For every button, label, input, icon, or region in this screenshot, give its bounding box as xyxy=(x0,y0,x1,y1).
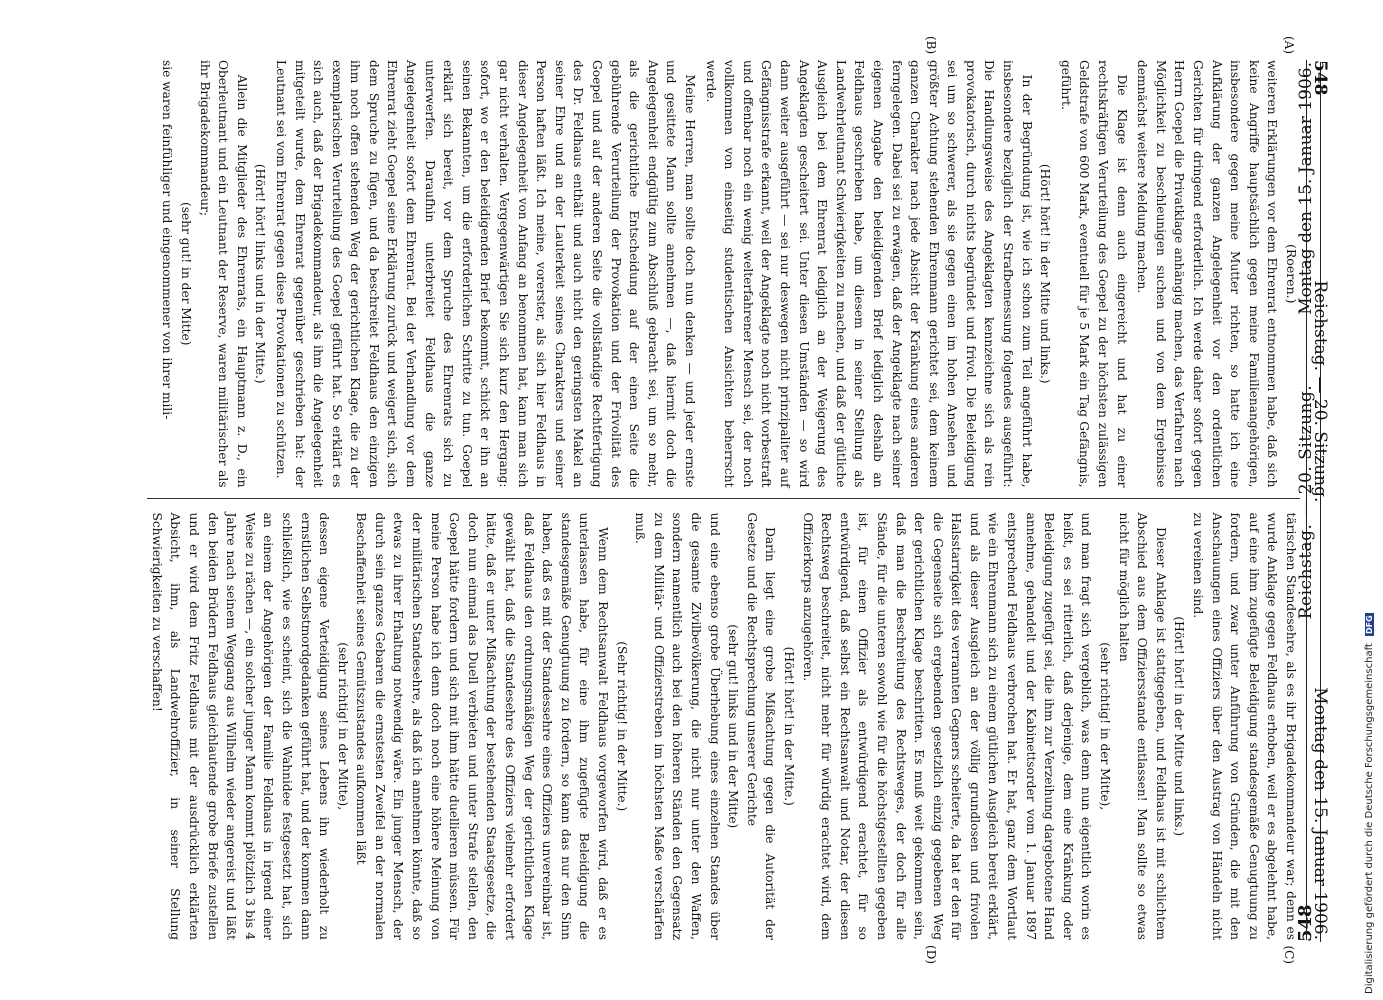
interjection: (sehr richtig! in der Mitte), xyxy=(335,642,350,811)
left-paragraph: Allein die Mitglieder des Ehrenrats, ein Hauptmann z. D., ein Oberleutnant und ein Leutnant der Reserve, waren militärischer als ihr Brigadekommandeur; xyxy=(197,60,249,488)
left-paragraph: Die Klage ist denn auch eingereicht und hat zu einer rechtskräftigen Verurteilung des Goepel zu der höchsten zulässigen Geldstrafe von 600 Mark, eventuell für je 5 Mark ein Tag Gefängnis, geführt. xyxy=(1058,60,1129,488)
right-paragraph: tärischen Standesehre, als es ihr Brigadekommandeur war; denn es wurde Anklage gegen Feldhaus erhoben, weil er es abgelehnt habe, auf eine ihm zugefügte Beleidigung standesgemäße Genugtuung zu fordern, und zwar unter Anführung von Gründen, die mit den Anschauungen eines Offiziers über den Austrag von Händeln nicht zu vereinen sind. xyxy=(1191,512,1298,940)
interjection: (Hört! hört! in der Mitte.) xyxy=(781,646,796,806)
margin-mark-d: (D) xyxy=(924,945,938,964)
speaker-label: (Roeren.) xyxy=(1284,244,1299,304)
running-title-text: Reichstag. — 20. Sitzung. xyxy=(1310,280,1330,503)
running-title: Reichstag. — 20. Sitzung. xyxy=(1296,384,1316,620)
right-paragraph: dessen eigene Verteidigung seines Lebens ihn wiederholt zu ernstlichen Selbstmordgedanken geführt hat, und der kommen dann schließlich, wie es scheint, sich die Wahnidee festgesetzt hat, sich an einem der Angehörigen der Familie Feldhaus in irgend einer Weise zu rächen —, ein solcher junger Mann kommt plötzlich 3 bis 4 Jahre nach seinem Weggang aus Wilhelm wieder angereist und läßt den beiden Brüdern Feldhaus gleichlautende grobe Briefe zustellen und er wird dem Fritz Feldhaus mit der ausdrücklich erklärten Absicht, ihm, als Landwehroffizier, in seiner Stellung Schwierigkeiten zu verschaffen! xyxy=(149,512,332,940)
right-paragraph: und man fragt sich vergeblich, was denn nun eigentlich worin es heißt, es sei ritterlich, daß derjenige, dem eine Kränkung oder Beleidigung zugefügt sei, die ihm zur Verzeihung dargebotene Hand annehme, gehandelt und der Kabinettsorder vom 1. Januar 1897 entsprechend Feldhaus verbrochen hat. Er hat, ganz dem Wortlaut wie ein Ehrenmann sich zu einem gütlichen Ausgleich bereit erklärt, und als dieser Ausgleich an der völlig grundlosen und frivolen Halsstarrigkeit des verrannten Gegners scheiterte, da hat er den für die Gegenseite sich ergebenden gesetzlich einzig gegebenen Weg der gerichtlichen Klage beschritten. Es muß weit gekommen sein, daß man die Beschreitung des Rechtsweges, der doch für alle Stände, für die unteren sowohl wie für die höchstgestellten gegeben ist, für einen Offizier als entwürdigend erachtet, für so entwürdigend, daß selbst ein Rechtsanwalt und Notar, der diesen Rechtsweg beschreitet, nicht mehr für würdig erachtet wird, dem Offizierkorps anzugehören. xyxy=(800,512,1094,940)
margin-mark-b: (B) xyxy=(924,36,938,55)
page-header-text xyxy=(1306,60,1330,940)
interjection: (sehr richtig! in der Mitte), xyxy=(1098,642,1113,811)
interjection: (Sehr richtig! in der Mitte.) xyxy=(614,641,629,812)
page-number: 548 xyxy=(1295,904,1316,942)
footer-credit xyxy=(1364,613,1375,994)
session-date-text: Montag den 15. Januar 1906. xyxy=(1310,687,1330,940)
interjection: (Hört! hört! links und in der Mitte.) xyxy=(253,163,268,384)
left-column xyxy=(147,36,1300,499)
dfg-logo-icon: DFG xyxy=(1365,615,1374,634)
left-paragraph: sie waren feinfühliger und eingenommener von ihrer mili- xyxy=(160,60,175,420)
footer-text: Digitalisierung gefördert durch die Deutsche Forschungsgemeinschaft xyxy=(1364,643,1375,994)
margin-mark-c: (C) xyxy=(1282,945,1296,964)
interjection: (sehr gut! in der Mitte) xyxy=(178,201,193,346)
left-paragraph: weiteren Erklärungen vor dem Ehrenrat entnommen habe, daß sich keine Angriffe hauptsächlich gegen meine Familienangehörigen, insbesondere gegen meine Mutter richten, so hatte ich eine Aufklärung der ganzen Angelegenheit vor den ordentlichen Gerichten für dringend erforderlich. Ich werde daher sofort gegen Herrn Goepel die Privatklage anhängig machen, das Verfahren nach Möglichkeit zu beschleunigen suchen und von dem Ergebnisse demnächst weitere Meldung machen. xyxy=(1135,60,1280,488)
interjection: (sehr gut! links und in der Mitte) xyxy=(726,624,741,829)
left-paragraph: In der Begründung ist, wie ich schon zum Teil angeführt habe, insbesondere bezüglich der Strafbemessung folgendes ausgeführt: Die Handlungsweise des Angeklagten kennzeichne sich als rein provokatorisch, durch nichts begründet und frivol. Die Beleidigung sei um so schwerer, als sie gegen einen im hohen Ansehen und größter Achtung stehenden Ehrenmann gerichtet sei, dem keinem ganzen Charakter nach jede Absicht der Kränkung eines anderen ferngelegen. Dabei sei zu erwägen, daß der Angeklagte nach seiner eigenen Angabe den beleidigenden Brief lediglich deshalb an Feldhaus geschrieben habe, um diesem in seiner Stellung als Landwehrleutnant Schwierigkeiten zu machen, und daß der gütliche Ausgleich bei dem Ehrenrat lediglich an der Weigerung des Angeklagten gescheitert sei. Unter diesen Umständen — so wird dann weiter ausgeführt — sei nur deswegen nicht prinzipaliter auf Gefängnisstrafe erkannt, weil der Angeklagte noch nicht vorbestraft und offenbar noch ein wenig welterfahrener Mensch sei, der noch vollkommen von einseitig studentischen Ansichten beherrscht werde. xyxy=(703,60,1034,488)
interjection: (Hört! hört! in der Mitte und links.) xyxy=(1172,616,1187,837)
right-paragraph: Darin liegt eine grobe Mißachtung gegen die Autorität der Gesetze und die Rechtsprechung unserer Gerichte xyxy=(744,512,778,940)
right-paragraph: und eine ebenso grobe Überhebung eines einzelnen Standes über die gesamte Zivilbevölkerung, die nicht nur unter den Waffen, sondern namentlich auch bei den höheren Ständen den Gegensatz zu dem Militär- und Offizierstreben im höchsten Maße verschärfen muß. xyxy=(633,512,722,940)
right-paragraph: Wenn dem Rechtsanwalt Feldhaus vorgeworfen wird, daß er es unterlassen habe, für eine ihm zugefügte Beleidigung die standesgemäße Genugtuung zu fordern, so kann das nur den Sinn haben, daß es mit der Standessehre eines Offiziers unvereinbar ist, daß Feldhaus den ordnungsmäßigen Weg der gerichtlichen Klage gewählt hat, daß die Standesehre des Offiziers vielmehr erfordert hätte, daß er unter Mißachtung der bestehenden Staatsgesetze, die doch nun einmal das Duell verbieten und unter Strafe stellen, den Goepel hätte fordern und sich mit ihm hätte duellieren müssen. Für meine Person habe ich denn doch noch eine höhere Meinung von der militärischen Standesehre, als daß ich annehmen könnte, daß so etwas zu ihrer Erhaltung notwendig wäre. Ein junger Mensch, der durch sein ganzes Gebaren die ernstesten Zweifel an der normalen Beschaffenheit seines Gemütszustandes aufkommen läßt xyxy=(354,512,611,940)
right-column xyxy=(147,512,1300,964)
interjection: (Hört! hört! in der Mitte und links.) xyxy=(1038,163,1053,384)
right-paragraph: Dieser Anklage ist stattgegeben, und Feldhaus ist mit schlichtem Abschied aus dem Offiziersstande entlassen! Man sollte so etwas nicht für möglich halten xyxy=(1116,512,1168,940)
left-paragraph: Meine Herren, man sollte doch nun denken — und jeder ernste und gesittete Mann sollte annehmen —, daß hiermit doch die Angelegenheit endgültig zum Abschluß gebracht sei, um so mehr, als die gerichtliche Entscheidung auf der einen Seite die gebührende Verurteilung der Provokation und der Frivolität des Goepel und auf der anderen Seite die vollständige Rechtfertigung des Dr. Feldhaus enthält und auch nicht den geringsten Makel an seiner Ehre und an der Lauterkeit seines Charakters und seiner Person haften läßt. Ich meine, vorerster, als sich hier Feldhaus in dieser Angelegenheit von Anfang an benommen hat, kann man sich gar nicht verhalten. Vergegenwärtigen Sie sich kurz den Hergang: sofort, wo er den beleidigenden Brief bekommt, schickt er ihn an seinen Bekannten, um die erforderlichen Schritte zu tun. Goepel erklärt sich bereit, vor dem Spruche des Ehrenrats sich zu unterwerfen. Daraufhin unterbreitet Feldhaus die ganze Angelegenheit sofort dem Ehrenrat. Bei der Verhandlung vor dem Ehrenrat zieht Goepel seine Erklärung zurück und weigert sich, sich dem Spruche zu fügen, und da beschreitet Feldhaus den einzigen ihm noch offen stehenden Weg der gerichtlichen Klage, die zu der exemplarischen Verurteilung des Goepel geführt hat. So erklärt es sich auch, daß der Brigadekommandeur, als ihm die Angelegenheit mitgeteilt wurde, dem Ehrenrat gegenüber geschrieben hat: der Leutnant sei vom Ehrenrat gegen diese Provokationen zu schützen. xyxy=(273,60,697,488)
session-date: Montag den 15. Januar 1906. xyxy=(1296,62,1316,315)
page-number-text: 548 xyxy=(1310,60,1330,96)
margin-mark-a: (A) xyxy=(1282,36,1296,55)
text-page xyxy=(70,36,1330,964)
